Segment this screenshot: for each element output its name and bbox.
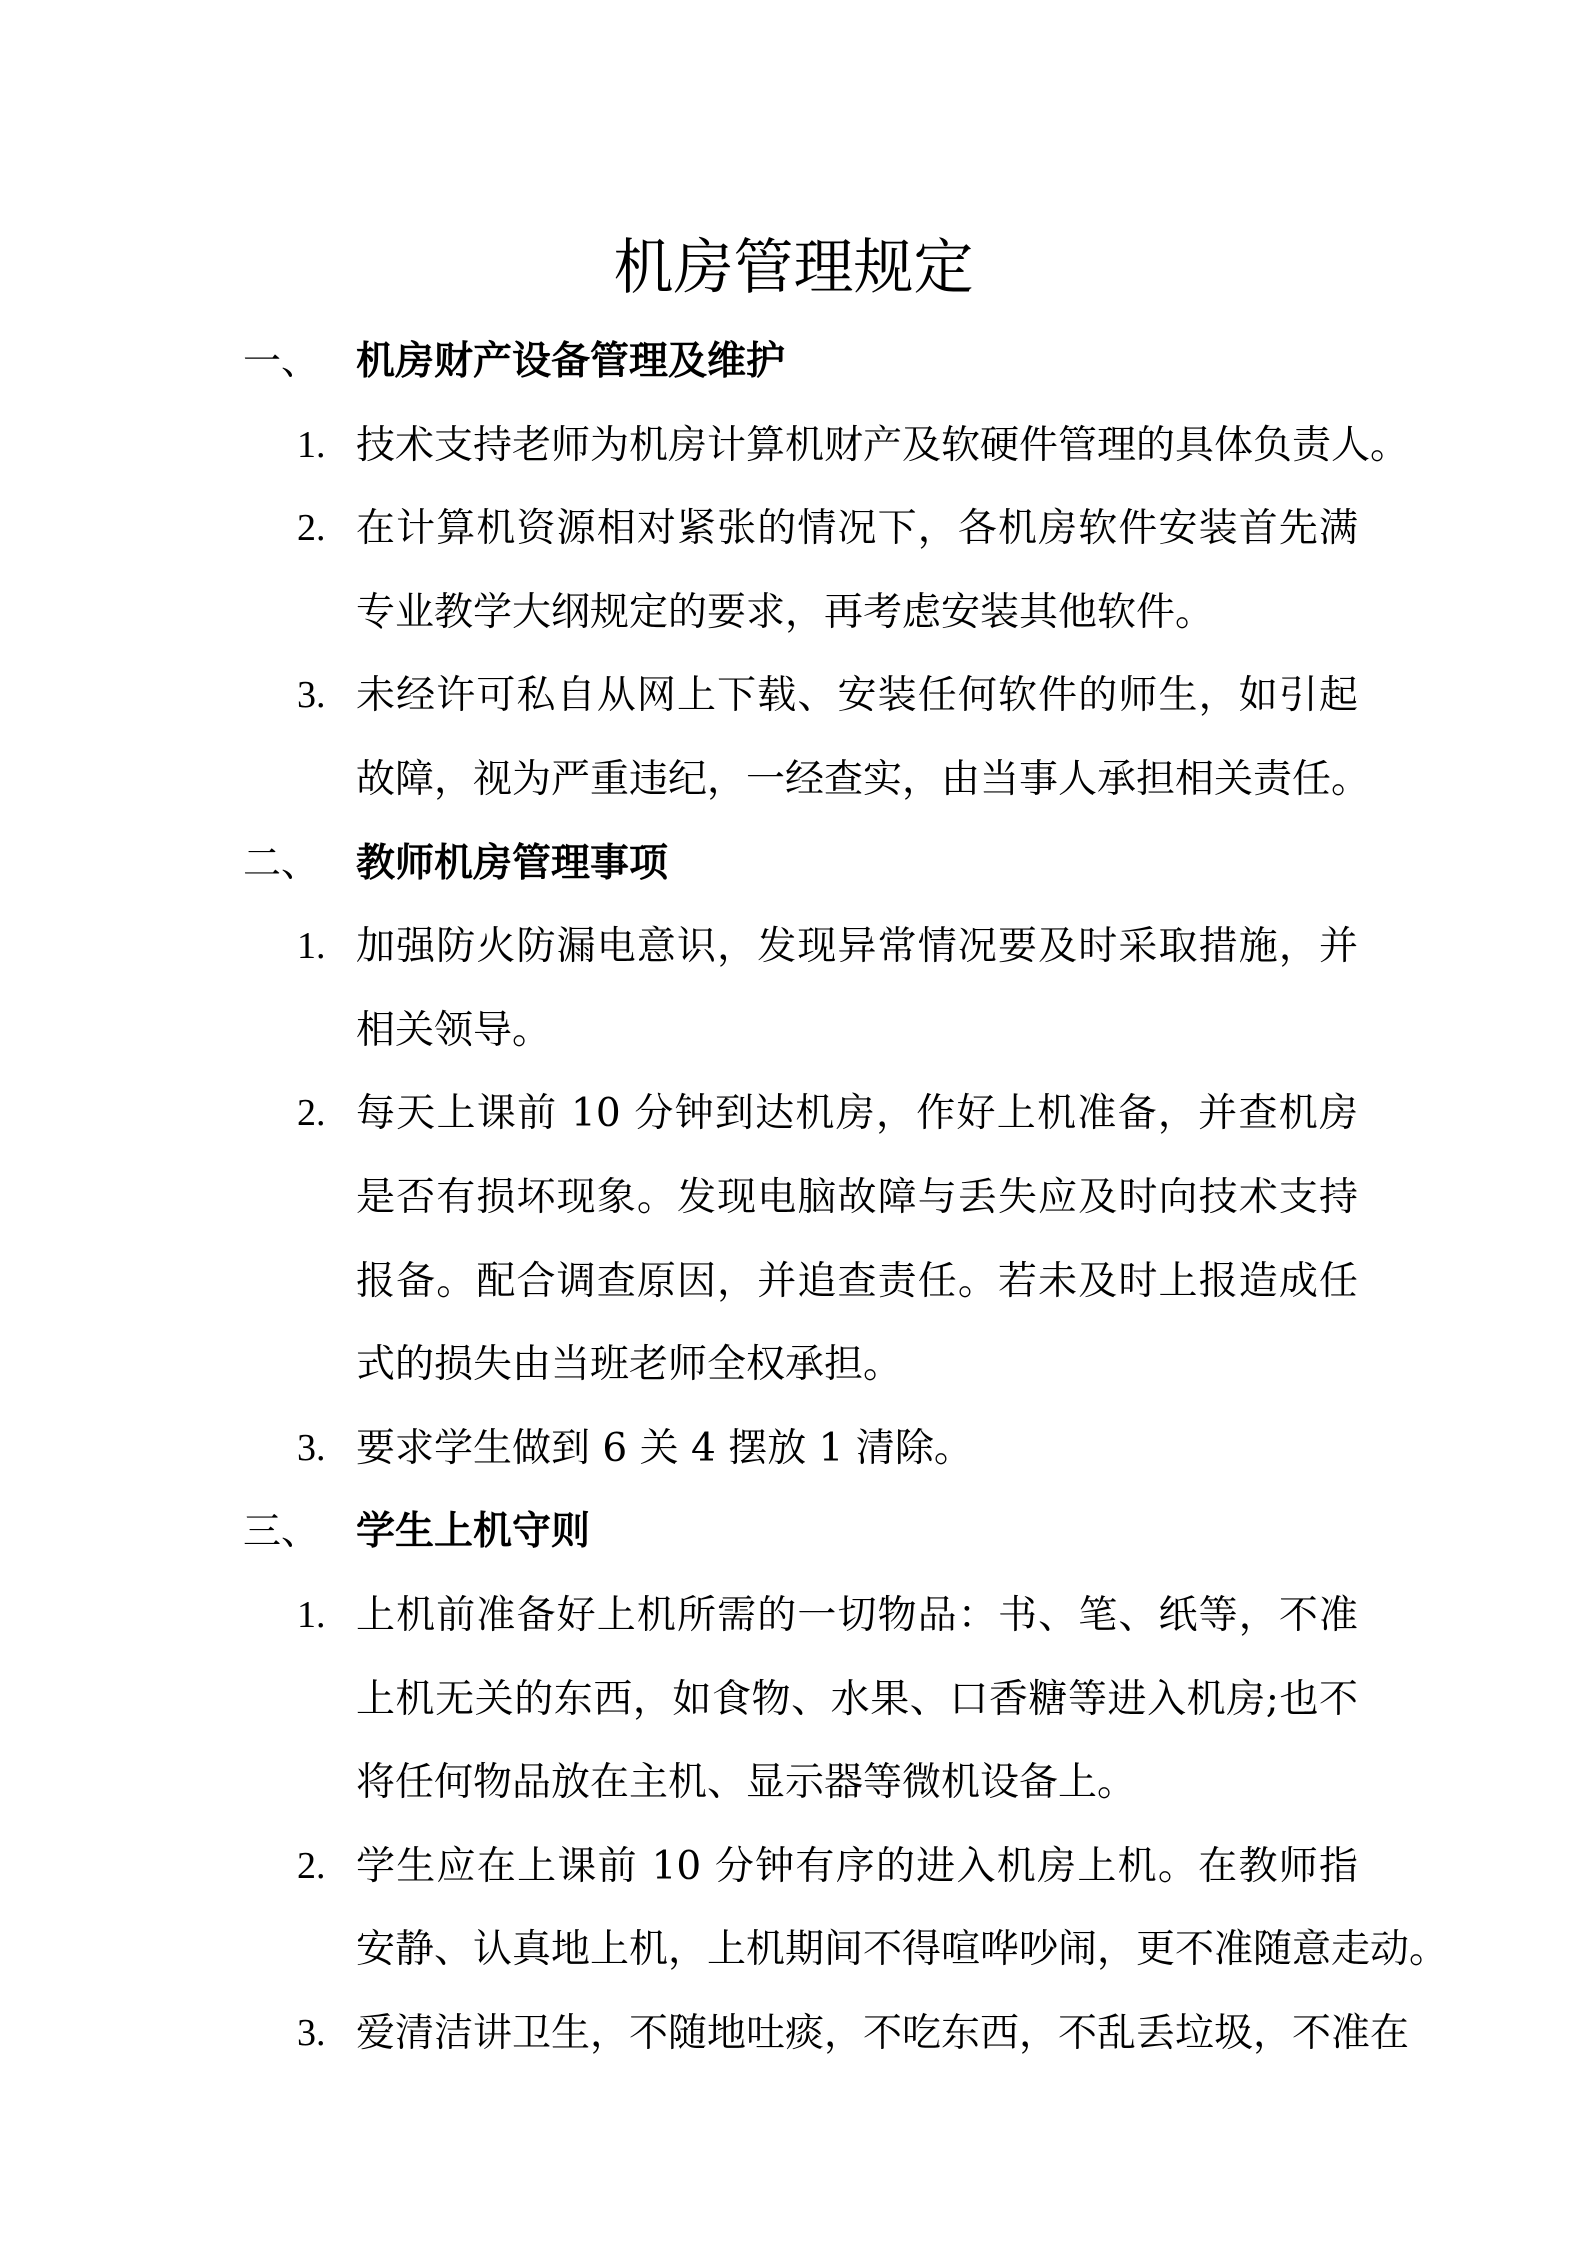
list-item-text: 报备。配合调查原因，并追查责任。若未及时上报造成任 [356, 1258, 1358, 1304]
list-item-line [0, 1741, 1587, 1825]
section-heading-row [0, 320, 1587, 404]
section-number: 二、 [243, 840, 320, 885]
section-number: 三、 [243, 1509, 320, 1554]
list-item-line [0, 654, 1587, 738]
list-item-text: 爱清洁讲卫生，不随地吐痰，不吃东西，不乱丢垃圾，不准在 [356, 2010, 1410, 2056]
list-item-text: 学生应在上课前 10 分钟有序的进入机房上机。在教师指 [356, 1843, 1358, 1889]
list-item-text: 安静、认真地上机，上机期间不得喧哗吵闹，更不准随意走动。 [356, 1927, 1449, 1973]
list-item-line [0, 905, 1587, 989]
list-item-number: 2. [297, 507, 326, 550]
list-item-line [0, 1072, 1587, 1156]
list-item-number: 3. [297, 2011, 326, 2054]
list-item-number: 1. [297, 925, 326, 968]
section-heading: 学生上机守则 [356, 1509, 591, 1555]
section-heading-row [0, 1490, 1587, 1574]
section-number: 一、 [243, 339, 320, 383]
list-item-number: 3. [297, 674, 326, 717]
list-item-text: 加强防火防漏电意识，发现异常情况要及时采取措施，并 [356, 924, 1358, 970]
list-item-text: 相关领导。 [356, 1007, 552, 1053]
list-item-line [0, 1240, 1587, 1324]
list-item-line [0, 1825, 1587, 1909]
section-heading: 机房财产设备管理及维护 [356, 339, 786, 384]
list-item-text: 将任何物品放在主机、显示器等微机设备上。 [356, 1760, 1137, 1806]
list-item-number: 1. [297, 423, 326, 466]
list-item-line [0, 1908, 1587, 1992]
list-item-text: 故障，视为严重违纪，一经查实，由当事人承担相关责任。 [356, 756, 1371, 802]
list-item-line [0, 487, 1587, 571]
list-item-number: 2. [297, 1092, 326, 1135]
list-item-text: 未经许可私自从网上下载、安装任何软件的师生，如引起 [356, 673, 1358, 719]
list-item-line [0, 1407, 1587, 1491]
list-item-line [0, 1156, 1587, 1240]
list-item-text: 在计算机资源相对紧张的情况下，各机房软件安装首先满 [356, 506, 1358, 552]
list-item-text: 技术支持老师为机房计算机财产及软硬件管理的具体负责人。 [356, 422, 1410, 468]
page-title: 机房管理规定 [613, 233, 974, 303]
list-item-text: 要求学生做到 6 关 4 摆放 1 清除。 [356, 1425, 973, 1471]
section-heading-row [0, 822, 1587, 906]
list-item-text: 式的损失由当班老师全权承担。 [356, 1342, 903, 1388]
section-heading: 教师机房管理事项 [356, 840, 669, 886]
document-body [0, 320, 1587, 2075]
list-item-text: 是否有损坏现象。发现电脑故障与丢失应及时向技术支持 [356, 1174, 1358, 1220]
list-item-text: 每天上课前 10 分钟到达机房，作好上机准备，并查机房 [356, 1091, 1358, 1137]
list-item-number: 2. [297, 1844, 326, 1887]
list-item-text: 专业教学大纲规定的要求，再考虑安装其他软件。 [356, 589, 1215, 635]
list-item-line [0, 1992, 1587, 2076]
list-item-text: 上机无关的东西，如食物、水果、口香糖等进入机房;也不 [356, 1676, 1358, 1722]
list-item-number: 1. [297, 1593, 326, 1636]
list-item-line [0, 1323, 1587, 1407]
list-item-line [0, 1658, 1587, 1742]
list-item-line [0, 1574, 1587, 1658]
list-item-line [0, 571, 1587, 655]
list-item-number: 3. [297, 1426, 326, 1469]
list-item-line [0, 404, 1587, 488]
list-item-line [0, 738, 1587, 822]
list-item-line [0, 989, 1587, 1073]
list-item-text: 上机前准备好上机所需的一切物品：书、笔、纸等，不准 [356, 1592, 1358, 1638]
